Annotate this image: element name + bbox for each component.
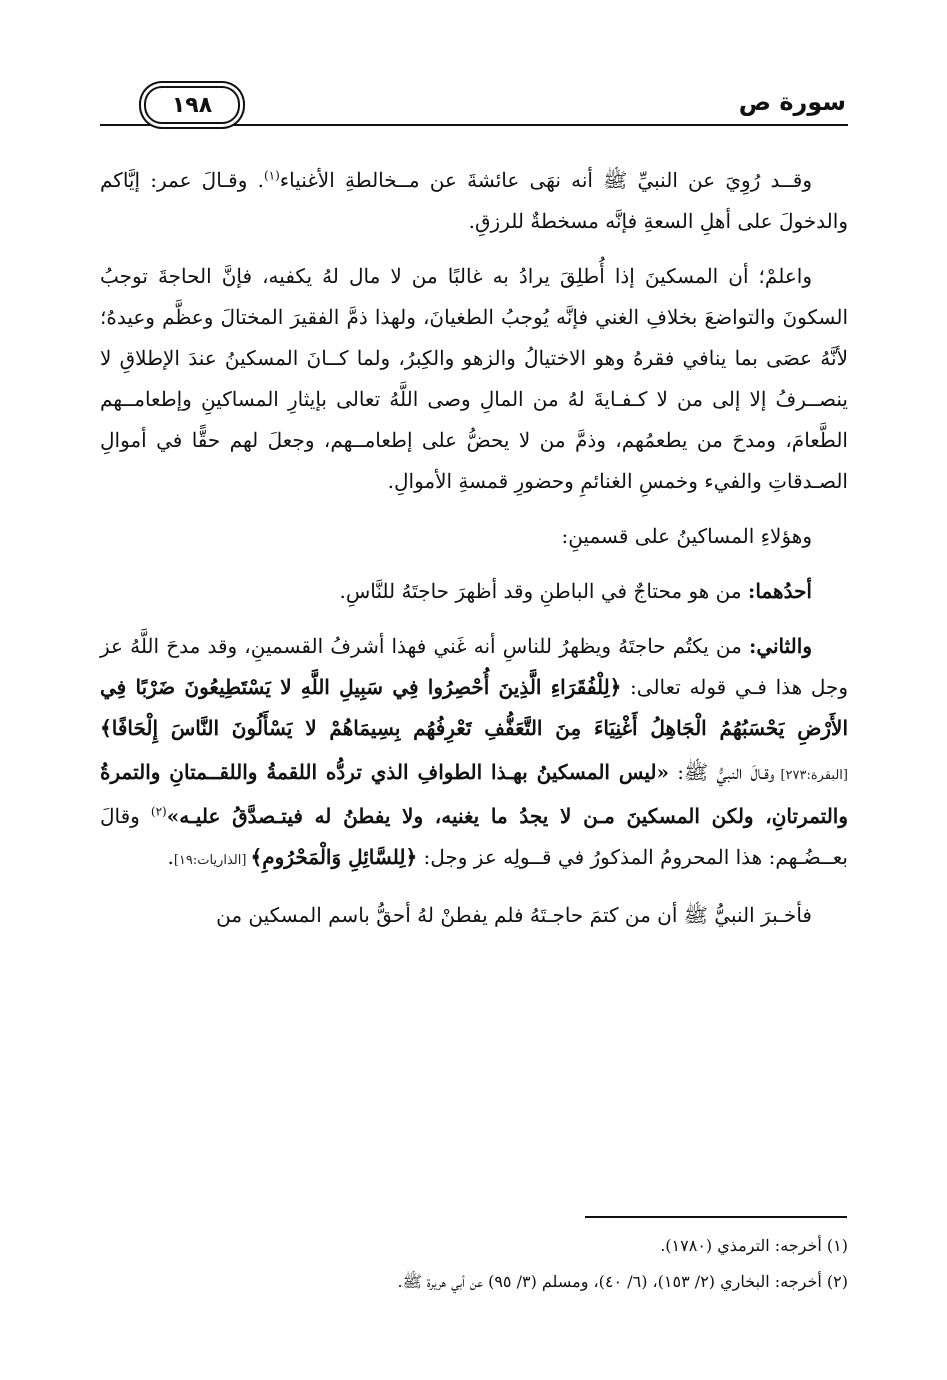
paragraph [100, 516, 848, 557]
body-text [100, 160, 848, 950]
footnote-marker: (١) [263, 168, 280, 183]
text-segment: فأخـبرَ النبيُّ ﷺ أن من كتمَ حاجـتَهُ فلم يفطنْ لهُ أحقُّ باسم المسكين من [216, 903, 812, 927]
footnote: (٢) أخرجه: البخاري (٢/ ١٥٣)، (٦/ ٤٠)، ومسلم (٣/ ٩٥) عن أبي هريرة ﷺ. [397, 1272, 848, 1291]
verse-reference: [الذاريات:١٩] [173, 853, 251, 868]
text-segment: وقالَ بعــضُـهم: هذا المحرومُ المذكورُ في قــولِه عز وجل: [100, 804, 848, 869]
text-segment: «ليس المسكينُ بهـذا الطوافِ الذي تردُّه اللقمةُ واللقــمتانِ والتمرةُ والتمرتانِ، ولكن المسكينَ مـن لا يجدُ ما يغنيه، ولا يفطنُ له فيتـصدَّقُ عليـه» [100, 760, 849, 828]
text-segment: واعلمْ؛ أن المسكينَ إذا أُطلِقَ يرادُ به غالبًا من لا مال لهُ يكفيه، فإنَّ الحاجةَ توجبُ السكونَ والتواضعَ بخلافِ الغني فإنَّه يُوجبُ الطغيانَ، ولهذا ذمَّ الفقيرَ المختالَ وعظَّم وعيدهُ؛ لأنَّهُ عصَى بما ينافي فقرهُ وهو الاختيالُ والزهو والكِبرُ، ولما كــانَ المسكينُ عندَ الإطلاقِ لا ينصــرفُ إلا إلى من لا كـفـايةَ لهُ من المالِ وصى اللَّهُ تعالى بإيثارِ المساكينِ وإطعامــهم الطَّعامَ، ومدحَ من يطعمُهم، وذمَّ من لا يحضُّ على إطعامــهم، وجعلَ لهم حقًّا في أموالِ الصـدقاتِ والفيء وخمسِ الغنائمِ وحضورِ قمسةِ الأموالِ. [100, 264, 848, 493]
text-segment: وقــد رُوِيَ عن النبيِّ ﷺ أنه نهَى عائشةَ عن مــخالطةِ الأغنياء [279, 168, 812, 192]
text-segment: وهؤلاءِ المساكينُ على قسمينِ: [561, 524, 812, 548]
paragraph [100, 895, 848, 936]
text-segment: أحدُهما: [747, 579, 812, 603]
text-segment: وقـالَ النبيُّ ﷺ: [669, 760, 775, 784]
footnotes [100, 1228, 848, 1300]
text-segment: . [167, 845, 174, 869]
footnote: (١) أخرجه: الترمذي (١٧٨٠). [660, 1236, 848, 1255]
footnote-marker: (٢) [150, 804, 167, 819]
text-segment: ﴿لِلسَّائِلِ وَالْمَحْرُومِ﴾ [250, 845, 418, 869]
text-segment: من يكتُم حاجتَهُ ويظهرُ للناسِ أنه غَني فهذا أشرفُ القسمينِ، وقد مدحَ اللَّهُ عز وجل هذا فـي قوله تعالى: [100, 634, 848, 699]
page-number-badge [144, 86, 240, 124]
text-segment: من هو محتاجٌ في الباطنِ وقد أظهرَ حاجتَهُ للنَّاسِ. [339, 579, 748, 603]
text-segment: ﴿لِلْفُقَرَاءِ الَّذِينَ أُحْصِرُوا فِي سَبِيلِ اللَّهِ لا يَسْتَطِيعُونَ ضَرْبًا فِي الأَرْضِ يَحْسَبُهُمُ الْجَاهِلُ أَغْنِيَاءَ مِنَ التَّعَفُّفِ تَعْرِفُهُم بِسِيمَاهُمْ لا يَسْأَلُونَ النَّاسَ إِلْحَافًا﴾ [100, 675, 848, 740]
verse-reference: [البقرة:٢٧٣] [774, 768, 848, 783]
paragraph [100, 256, 848, 502]
footnote-rule [585, 1216, 847, 1218]
paragraph [100, 571, 848, 612]
paragraph [100, 626, 848, 881]
text-segment: والثاني: [748, 634, 812, 658]
header-rule [100, 124, 848, 126]
page-header [100, 84, 848, 128]
paragraph [100, 160, 848, 242]
text-segment: . وقـالَ عمر: إيَّاكم والدخولَ على أهلِ السعةِ فإنَّه مسخطةٌ للرزقِ. [100, 168, 848, 233]
surah-title: سورة ص [738, 88, 846, 116]
page-number: ١٩٨ [171, 92, 213, 118]
